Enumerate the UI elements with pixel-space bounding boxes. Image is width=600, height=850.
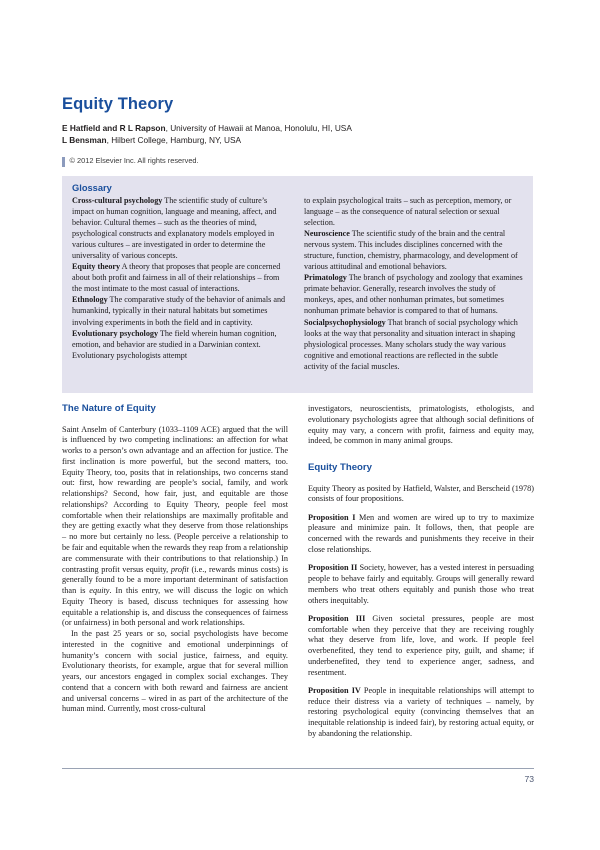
proposition-text: Society, however, has a vested interest in persuading people to behave fairly and equitably. Groups will generally reward members who treat others equitably and punish those who treat others inequitably. <box>308 563 534 605</box>
page-footer <box>62 768 534 784</box>
glossary-columns <box>72 195 523 372</box>
proposition-label: Proposition IV <box>308 685 361 695</box>
proposition-text: Men and women are wired up to try to maximize pleasure and minimize pain. It follows, then, that people are concerned with the rewards and punishments they receive in their close relationships. <box>308 512 534 554</box>
author-names-1: E Hatfield and R L Rapson <box>62 123 166 134</box>
author-line-1 <box>62 122 534 134</box>
italic-term-equity: equity <box>89 586 110 596</box>
glossary-term: Neuroscience <box>304 229 350 239</box>
glossary-entry <box>72 328 291 361</box>
glossary-definition: The field wherein human cognition, emotion, and behavior are studied in a Darwinian context. Evolutionary psychologists attempt <box>72 328 277 360</box>
author-affiliation-1: , University of Hawaii at Manoa, Honolulu, HI, USA <box>165 123 352 134</box>
body-columns <box>62 404 534 740</box>
glossary-entry <box>72 294 291 327</box>
body-paragraph: In the past 25 years or so, social psychologists have become interested in the cognitive and emotional underpinnings of humanity’s concern with social justice, fairness, and equity. Evolutionary theorists, for example, argue that for several million years, our ancestors engaged in complex social exchanges. They contend that a concern with both reward and fairness are ancient and universal concerns – wired in as part of the architecture of the human mind. Currently, most cross-cultural <box>62 629 288 714</box>
glossary-definition: A theory that proposes that people are concerned about both profit and fairness in all of their relationships – from the most intimate to the most casual of interactions. <box>72 262 281 294</box>
copyright-row <box>62 157 534 167</box>
proposition-paragraph <box>308 563 534 606</box>
section-heading-nature-of-equity: The Nature of Equity <box>62 403 156 414</box>
body-column-right <box>308 404 534 740</box>
glossary-entry <box>304 228 523 272</box>
glossary-definition: That branch of social psychology which looks at the way that personality and situation interact in shaping physiological processes. Many scholars study the way various cognitive and emotional reactions are reflected in the subtle activity of the facial muscles. <box>304 317 518 371</box>
copyright-rule-icon <box>62 157 65 167</box>
glossary-definition: The scientific study of culture’s impact on human cognition, language and meaning, affect, and behavior. Cultural themes – such as the theories of mind, psychological constructs and explanatory models employed in various cultures – are investigated in order to determine the universality of various concepts. <box>72 196 277 261</box>
glossary-column-left <box>72 195 291 372</box>
glossary-box <box>62 176 533 393</box>
proposition-text: Given societal pressures, people are most comfortable when they perceive that they are receiving roughly what they deserve from life, love, and work. If people feel overbenefited, they tend to experience pity, guilt, and shame; if underbenefited, they tend to experience anger, sadness, and resentment. <box>308 613 535 677</box>
glossary-definition: The branch of psychology and zoology that examines primate behavior. Generally, research involves the study of monkeys, apes, and other nonhuman primates, but sometimes nonhuman primate behavior is compared to that of humans. <box>304 273 523 316</box>
page-title: Equity Theory <box>62 95 174 113</box>
paragraph-text: . In this entry, we will discuss the logic on which Equity Theory is based, discuss techniques for assessing how equitable a relationship is, and discuss the consequences of fairness (or unfairness) in both personal and work relationships. <box>62 586 288 628</box>
italic-term-profit: profit <box>170 564 189 574</box>
glossary-definition: to explain psychological traits – such as perception, memory, or language – as the consequence of natural selection or sexual selection. <box>304 196 512 228</box>
proposition-label: Proposition III <box>308 613 366 623</box>
section-heading-equity-theory: Equity Theory <box>308 462 372 474</box>
body-column-left <box>62 404 288 740</box>
page-number: 73 <box>524 774 534 784</box>
proposition-paragraph <box>308 686 534 740</box>
article-header <box>62 95 534 167</box>
glossary-term: Ethnology <box>72 295 108 305</box>
glossary-entry <box>304 317 523 372</box>
glossary-entry <box>304 272 523 316</box>
glossary-definition: The scientific study of the brain and the central nervous system. This includes disciplines concerned with the structure, function, chemistry, pharmacology, and development of various attitudinal and emotional behaviors. <box>304 229 518 272</box>
glossary-term: Evolutionary psychology <box>72 328 159 338</box>
glossary-title: Glossary <box>72 183 112 193</box>
glossary-entry <box>72 261 291 294</box>
glossary-term: Equity theory <box>72 262 121 272</box>
proposition-paragraph <box>308 513 534 556</box>
glossary-term: Cross-cultural psychology <box>72 196 163 205</box>
copyright-text: © 2012 Elsevier Inc. All rights reserved. <box>69 156 199 166</box>
proposition-label: Proposition I <box>308 512 356 522</box>
body-paragraph-continuation: investigators, neuroscientists, primatologists, ethologists, and evolutionary psychologists agree that although social definitions of equity may vary, a concern with profit, fairness and equity may, indeed, be common in many animal groups. <box>308 404 534 446</box>
glossary-entry <box>72 195 291 261</box>
proposition-paragraph <box>308 614 534 679</box>
proposition-label: Proposition II <box>308 563 358 573</box>
footer-divider <box>62 768 534 769</box>
glossary-entry-continuation <box>304 195 523 228</box>
body-paragraph: Equity Theory as posited by Hatfield, Walster, and Berscheid (1978) consists of four propositions. <box>308 483 534 504</box>
author-line-2 <box>62 134 534 146</box>
glossary-definition: The comparative study of the behavior of animals and humankind, typically in their natural habitats but sometimes involving experiments in both the field and in captivity. <box>72 295 286 327</box>
author-affiliation-2: , Hilbert College, Hamburg, NY, USA <box>106 135 242 146</box>
glossary-term: Socialpsychophysiology <box>304 317 386 327</box>
glossary-term: Primatology <box>304 273 347 283</box>
paragraph-text: Saint Anselm of Canterbury (1033–1109 ACE) argued that the will is influenced by two competing inclinations: an affection for what works to a person’s own advantage and an affection for justice. The first inclination is more powerful, but the second matters, too. Equity Theory, too, posits that in relationships, two concerns stand out: first, how rewarding are people’s social, family, and work relationships? Second, how fair, just, and equitable are those relationships? According to Equity Theory, people feel most comfortable when their relationships are maximally profitable and they are getting exactly what they deserve from those relationships – no more but certainly no less. (People perceive a relationship to be fair and equitable when the rewards they reap from a relationship are commensurate with their contributions to that relationship.) In contrasting profit versus equity, <box>62 424 288 574</box>
paragraph-text: (i.e., rewards minus costs) is generally found to be a more important determinant of satisfaction than is <box>62 564 289 596</box>
body-paragraph <box>62 425 288 630</box>
proposition-text: People in inequitable relationships will attempt to reduce their distress via a variety of techniques – namely, by restoring psychological equity (convincing themselves that an inequitable relationship is indeed fair), by restoring actual equity, or by abandoning the relationship. <box>308 685 534 738</box>
glossary-column-right <box>304 195 523 372</box>
author-names-2: L Bensman <box>62 135 107 146</box>
